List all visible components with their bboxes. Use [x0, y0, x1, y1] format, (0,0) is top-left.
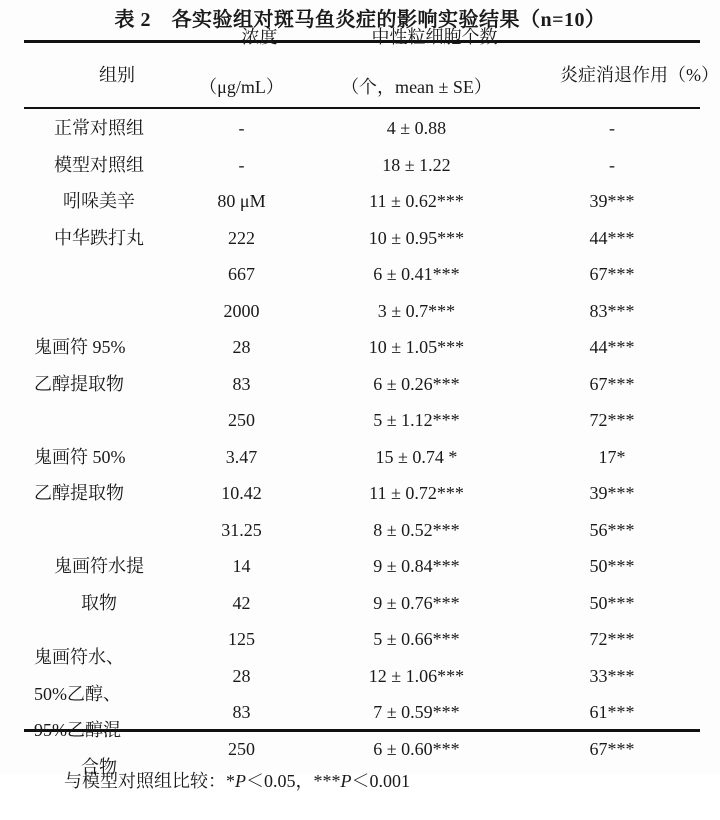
group-label: 95%乙醇混 — [34, 720, 121, 740]
cell-neutrophil-count: 4 ± 0.88 — [386, 118, 447, 139]
column-header-concentration-line1: 浓度 — [241, 27, 278, 47]
cell-neutrophil-count: 12 ± 1.06*** — [368, 665, 465, 686]
group-label: 中华跌打丸 — [54, 227, 144, 248]
cell-neutrophil-count: 6 ± 0.26*** — [373, 373, 460, 394]
group-label: 乙醇提取物 — [34, 373, 124, 394]
group-label: 吲哚美辛 — [63, 191, 135, 211]
cell-inhibition: 39*** — [589, 191, 635, 212]
cell-neutrophil-count: 11 ± 0.72*** — [369, 483, 464, 504]
column-header-group-label: 组别 — [99, 64, 135, 85]
table-body — [24, 110, 700, 777]
cell-neutrophil-count: 7 ± 0.59*** — [373, 702, 460, 723]
cell-concentration: 667 — [228, 264, 255, 285]
table-title: 表 2 各实验组对斑马鱼炎症的影响实验结果（n=10） — [114, 9, 606, 31]
cell-neutrophil-count: 5 ± 1.12*** — [373, 410, 460, 431]
cell-neutrophil-count: 10 ± 0.95*** — [368, 227, 465, 248]
footnote-value-2: ＜0.001 — [351, 771, 410, 791]
cell-inhibition: 44*** — [589, 337, 635, 358]
cell-neutrophil-count: 9 ± 0.84*** — [373, 556, 460, 577]
cell-inhibition: 50*** — [589, 592, 635, 613]
cell-concentration: 80 μM — [217, 191, 266, 212]
footnote-prefix: 与模型对照组比较：* — [64, 771, 235, 791]
cell-concentration: 83 — [232, 373, 251, 394]
cell-inhibition: 67*** — [589, 264, 635, 285]
cell-concentration: 31.25 — [221, 519, 262, 540]
group-label: 乙醇提取物 — [34, 483, 124, 503]
cell-concentration: 28 — [232, 337, 251, 358]
cell-inhibition: 56*** — [589, 519, 635, 540]
cell-concentration: 10.42 — [221, 483, 262, 504]
group-label: 取物 — [81, 592, 117, 613]
cell-concentration: 42 — [232, 592, 251, 613]
cell-concentration: 3.47 — [225, 446, 258, 467]
table-row — [24, 293, 700, 330]
cell-neutrophil-count: 6 ± 0.60*** — [373, 738, 460, 759]
cell-inhibition: 72*** — [589, 410, 635, 431]
cell-inhibition: 83*** — [589, 300, 635, 321]
cell-neutrophil-count: 9 ± 0.76*** — [373, 592, 460, 613]
cell-neutrophil-count: 15 ± 0.74 * — [375, 446, 458, 467]
cell-neutrophil-count: 18 ± 1.22 — [382, 154, 451, 175]
cell-concentration: 2000 — [223, 300, 260, 321]
cell-inhibition: 61*** — [589, 702, 635, 723]
group-label: 鬼画符 95% — [34, 337, 126, 357]
column-header-inhibition-label: 炎症消退作用（%） — [560, 64, 719, 85]
cell-concentration: 250 — [228, 738, 255, 759]
group-label: 正常对照组 — [54, 118, 144, 138]
cell-inhibition: 67*** — [589, 738, 635, 759]
cell-neutrophil-count: 6 ± 0.41*** — [373, 264, 460, 285]
table-header — [24, 27, 719, 107]
cell-inhibition: 39*** — [589, 483, 635, 504]
table-footnote — [46, 742, 410, 820]
cell-inhibition: 17* — [598, 446, 626, 467]
cell-inhibition: - — [609, 118, 615, 139]
cell-concentration: 28 — [232, 665, 251, 686]
cell-neutrophil-count: 3 ± 0.7*** — [377, 300, 456, 321]
group-label: 鬼画符水提 — [54, 556, 144, 576]
column-header-count-line1: 中性粒细胞个数 — [371, 27, 498, 47]
table-header-row — [24, 27, 719, 107]
table-row — [24, 402, 700, 439]
footnote-p-symbol-2: P — [340, 771, 352, 791]
cell-concentration: 250 — [228, 410, 255, 431]
table-row — [24, 256, 700, 293]
column-header-concentration-line2: （μg/mL） — [199, 77, 284, 97]
group-label: 模型对照组 — [54, 154, 144, 175]
cell-concentration: 14 — [232, 556, 251, 577]
cell-inhibition: - — [609, 154, 615, 175]
cell-concentration: 125 — [228, 629, 255, 650]
cell-inhibition: 72*** — [589, 629, 635, 650]
group-label: 合物 — [81, 756, 117, 777]
cell-neutrophil-count: 5 ± 0.66*** — [373, 629, 460, 650]
group-label: 鬼画符水、 — [34, 647, 124, 667]
group-label: 鬼画符 50% — [34, 446, 126, 467]
table-row — [24, 512, 700, 549]
column-header-group — [24, 38, 174, 113]
cell-inhibition: 50*** — [589, 556, 635, 577]
column-header-count-line2: （个，mean ± SE） — [341, 77, 492, 97]
cell-neutrophil-count: 11 ± 0.62*** — [369, 191, 464, 212]
cell-inhibition: 44*** — [589, 227, 635, 248]
footnote-p-symbol-1: P — [235, 771, 246, 791]
cell-neutrophil-count: 10 ± 1.05*** — [368, 337, 465, 358]
column-header-inhibition — [524, 38, 719, 113]
cell-neutrophil-count: 8 ± 0.52*** — [373, 519, 460, 540]
cell-concentration: - — [238, 154, 245, 175]
cell-inhibition: 67*** — [589, 373, 635, 394]
cell-concentration: 83 — [232, 702, 251, 723]
cell-inhibition: 33*** — [589, 665, 635, 686]
cell-concentration: - — [238, 118, 245, 139]
cell-concentration: 222 — [228, 227, 255, 248]
footnote-value-1: ＜0.05，*** — [246, 771, 341, 791]
group-label: 50%乙醇、 — [34, 683, 121, 704]
